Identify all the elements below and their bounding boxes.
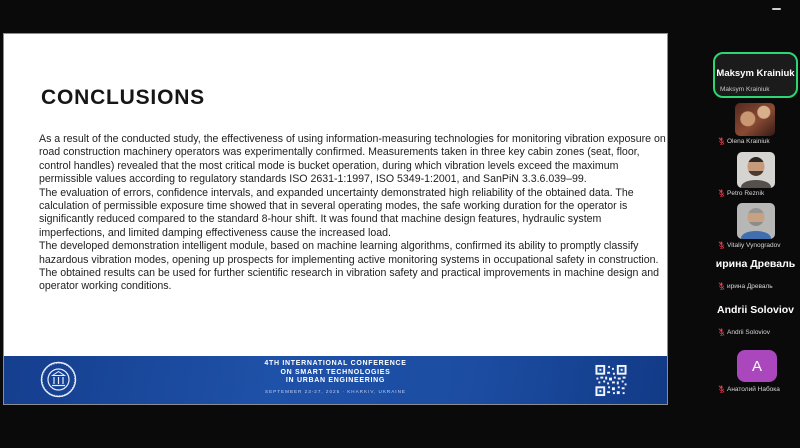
conference-line-1: 4TH INTERNATIONAL CONFERENCE [264,360,407,367]
slide-body-text [39,133,669,294]
conference-line-2: ON SMART TECHNOLOGIES [280,368,391,376]
mic-muted-icon [718,137,725,145]
participant-tile-andrii-soloviov[interactable]: Andrii Soloviov [716,304,794,316]
avatar-letter: A [751,357,762,375]
participant-name-label: Olena Krainiuk [727,137,770,145]
person-silhouette [748,157,765,176]
person-silhouette [748,208,765,226]
participant-video-petro-reznik[interactable] [737,152,775,188]
participant-name-label: Vitaliy Vynogradov [727,241,781,249]
qr-code [594,364,628,397]
person-silhouette [741,180,771,188]
slide-paragraph: The developed demonstration intelligent module, based on machine learning algorithms, confirmed its ability to promptly classify hazardous vibration modes, opening up prospects for implementing active monitoring systems in occupational safety in construction. [39,240,659,266]
participant-display-name: Maksym Krainiuk [716,68,795,79]
conference-dates: SEPTEMBER 23-27, 2025 · KHARKIV, UKRAINE [265,388,406,394]
university-seal-icon [40,361,77,398]
slide-paragraph: The obtained results can be used for further scientific research in vibration safety and practical improvements in machine design and operator working conditions. [39,267,660,293]
participant-name-label: Petro Reznik [727,189,765,197]
participant-name-label: ирина Древаль [727,282,773,290]
participant-avatar-anatoliy-naboka[interactable] [737,350,777,382]
participant-name-row [718,137,800,145]
conference-banner [4,356,667,404]
participant-name-row [718,241,800,249]
slide-paragraph: As a result of the conducted study, the effectiveness of using information-measuring technologies for monitoring vibration exposure on road construction machinery operators was experimentally confirmed. Measurements taken in three key cabin zones (seat, floor, control handles) revealed that the most critical mode is bucket operation, during which vibration levels exceed the maximum permissible values according to regulatory standards ISO 2631-1:1997, ISO 5349-1:2001, and SanPiN 3.3.6.039–99. [39,133,666,186]
participant-name-row [718,385,800,393]
collapse-panel-icon[interactable] [772,8,781,10]
participant-video-olena-krainiuk[interactable] [735,103,775,136]
mic-muted-icon [718,385,725,393]
slide-title: CONCLUSIONS [41,86,205,109]
mic-muted-icon [718,282,725,290]
mic-muted-icon [718,241,725,249]
mic-muted-icon [718,328,725,336]
participant-tile-maksym-krainiuk[interactable] [713,52,798,98]
participant-name-label: Andrii Soloviov [727,328,770,336]
conference-line-3: IN URBAN ENGINEERING [285,377,386,385]
participant-name-label: Maksym Krainiuk [720,86,770,93]
participant-tile-irina-dreval[interactable]: ирина Древаль [715,258,796,270]
slide-paragraph: The evaluation of errors, confidence intervals, and expanded uncertainty demonstrated high reliability of the obtained data. The calculation of permissible exposure time showed that in several operating modes, the safe working duration for the operator is significantly reduced compared to the standard 8-hour shift. It was found that machine design features, hydraulic system imperfections, and limited damping effectiveness cause the increased load. [39,186,634,239]
shared-screen-slide [3,33,668,405]
participant-name-row [718,189,800,197]
participant-name-row [718,282,800,290]
conference-title-block [264,360,406,394]
participant-video-vitaliy-vynogradov[interactable] [737,203,775,239]
person-silhouette [741,231,771,239]
participant-name-label: Анатолий Набока [727,385,780,393]
mic-muted-icon [718,189,725,197]
participant-name-row [718,328,800,336]
